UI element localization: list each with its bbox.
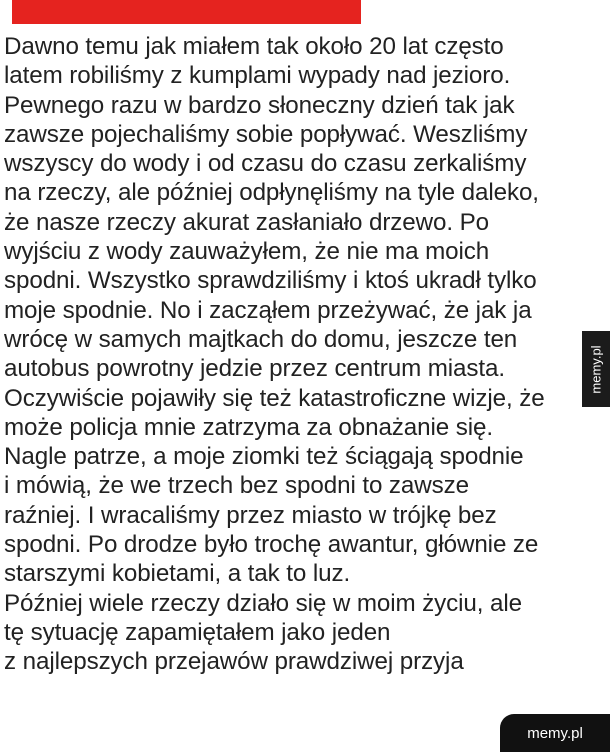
- story-line: latem robiliśmy z kumplami wypady nad jezioro.: [4, 62, 511, 90]
- story-line: autobus powrotny jedzie przez centrum miasta.: [4, 355, 505, 383]
- story-line: wyjściu z wody zauważyłem, że nie ma moich: [4, 238, 490, 266]
- story-line: raźniej. I wracaliśmy przez miasto w trójkę bez: [4, 501, 497, 529]
- corner-watermark: [500, 714, 610, 752]
- story-line: spodni. Wszystko sprawdziliśmy i ktoś ukradł tylko: [4, 267, 537, 295]
- story-line: Oczywiście pojawiły się też katastroficzne wizje, że: [4, 384, 545, 412]
- red-header-bar: [12, 0, 361, 24]
- story-line: i mówią, że we trzech bez spodni to zawsze: [4, 472, 469, 500]
- story-line: Nagle patrze, a moje ziomki też ściągają spodnie: [4, 443, 524, 471]
- story-line: wszyscy do wody i od czasu do czasu zerkaliśmy: [4, 150, 527, 178]
- story-line: z najlepszych przejawów prawdziwej przyja: [4, 648, 464, 676]
- side-watermark: [582, 331, 610, 407]
- story-line: wrócę w samych majtkach do domu, jeszcze ten: [4, 325, 518, 353]
- story-text: [4, 32, 610, 677]
- story-line: że nasze rzeczy akurat zasłaniało drzewo. Po: [4, 208, 489, 236]
- story-line: na rzeczy, ale później odpłynęliśmy na tyle daleko,: [4, 179, 539, 207]
- side-watermark-label: memy.pl: [588, 344, 604, 394]
- story-line: starszymi kobietami, a tak to luz.: [4, 560, 351, 588]
- story-line: spodni. Po drodze było trochę awantur, głównie ze: [4, 531, 539, 559]
- story-line: zawsze pojechaliśmy sobie popływać. Weszliśmy: [4, 120, 528, 148]
- story-line: Pewnego razu w bardzo słoneczny dzień tak jak: [4, 91, 515, 119]
- corner-watermark-label: memy.pl: [527, 724, 583, 742]
- story-line: Dawno temu jak miałem tak około 20 lat często: [4, 33, 504, 60]
- story-line: może policja mnie zatrzyma za obnażanie się.: [4, 413, 493, 441]
- story-line: tę sytuację zapamiętałem jako jeden: [4, 618, 391, 646]
- story-line: moje spodnie. No i zacząłem przeżywać, że jak ja: [4, 296, 532, 324]
- story-line: Później wiele rzeczy działo się w moim życiu, ale: [4, 589, 523, 617]
